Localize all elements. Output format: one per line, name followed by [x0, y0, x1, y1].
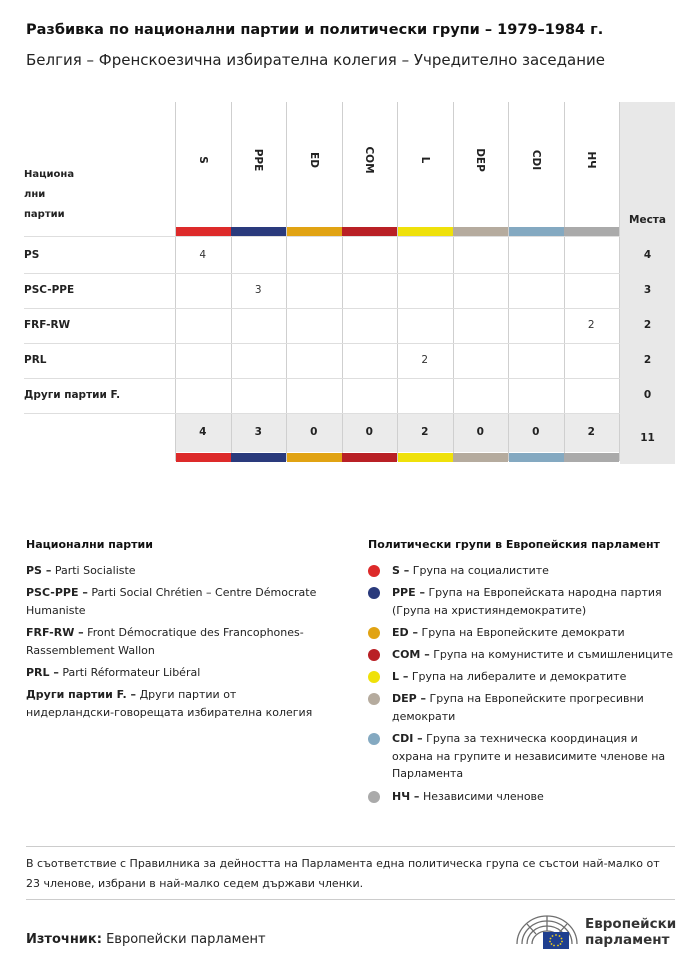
national-parties-title: Национални партии — [26, 538, 153, 551]
table-cell: 2 — [421, 354, 429, 366]
party-legend-item — [26, 624, 326, 659]
group-color-bar — [398, 227, 453, 236]
total-cell: 0 — [365, 426, 373, 438]
group-color-dot — [368, 791, 380, 803]
group-code: ED — [307, 152, 320, 168]
seats-cell: 0 — [643, 389, 652, 401]
group-code: DEP — [474, 148, 487, 172]
group-legend-text — [392, 562, 677, 580]
group-color-bar — [342, 227, 397, 236]
group-name: Независими членове — [422, 790, 544, 803]
row-header-label — [24, 165, 74, 225]
party-code: Други партии F. – — [26, 688, 137, 701]
divider — [26, 899, 675, 900]
group-code: НЧ – — [392, 790, 420, 803]
row-header-line: лни — [24, 189, 46, 200]
party-legend-item — [26, 584, 326, 619]
group-color-dot — [368, 587, 380, 599]
table-cell: 3 — [254, 284, 262, 296]
party-code: PS – — [26, 564, 52, 577]
party-row-label: PSC-PPE — [24, 284, 75, 296]
group-name: Група на социалистите — [412, 564, 549, 577]
group-code: CDI – — [392, 732, 423, 745]
party-code: FRF-RW – — [26, 626, 84, 639]
group-code: COM – — [392, 648, 430, 661]
row-divider — [24, 413, 620, 414]
group-color-bar — [287, 227, 342, 236]
seats-header: Места — [629, 214, 666, 226]
party-row-label: FRF-RW — [24, 319, 71, 331]
group-legend-text — [392, 730, 677, 783]
logo-line: Европейски — [585, 916, 677, 932]
page-subtitle: Белгия – Френскоезична избирателна колегия – Учредително заседание — [26, 51, 606, 69]
seats-cell: 2 — [643, 319, 652, 331]
group-code: НЧ — [585, 151, 598, 169]
group-color-bar — [398, 453, 453, 462]
party-row-label: Други партии F. — [24, 389, 121, 401]
row-header-line: партии — [24, 209, 65, 220]
group-name: Група на либералите и демократите — [411, 670, 627, 683]
column-divider — [619, 102, 620, 461]
party-name: Parti Social Chrétien – Centre Démocrate Humaniste — [26, 586, 317, 617]
group-color-bar — [342, 453, 397, 462]
group-code: L – — [392, 670, 409, 683]
group-color-bar — [176, 227, 231, 236]
footnote: В съответствие с Правилника за дейността на Парламента една политическа група се състои най-малко от 23 членове, избрани в най-малко седем държави членки. — [26, 857, 660, 890]
party-legend-item — [26, 664, 326, 682]
group-code: PPE – — [392, 586, 425, 599]
group-color-bar — [176, 453, 231, 462]
seats-column-bg — [620, 102, 675, 464]
group-header-com — [342, 102, 398, 228]
row-divider — [24, 378, 620, 379]
ep-hemicycle-icon — [513, 910, 583, 950]
party-row-label: PS — [24, 249, 40, 261]
total-cell: 0 — [532, 426, 540, 438]
group-header-dep — [453, 102, 509, 228]
total-cell: 0 — [476, 426, 484, 438]
group-color-dot — [368, 565, 380, 577]
party-code: PSC-PPE – — [26, 586, 88, 599]
group-name: Група на Европейските демократи — [421, 626, 625, 639]
row-header-line: Национа — [24, 169, 75, 180]
party-code: PRL – — [26, 666, 59, 679]
group-header-нч — [564, 102, 620, 228]
seats-cell: 2 — [643, 354, 652, 366]
total-cell: 0 — [310, 426, 318, 438]
row-divider — [24, 308, 620, 309]
party-name: Front Démocratique des Francophones-Rassemblement Wallon — [26, 626, 304, 657]
group-color-bar — [509, 453, 564, 462]
source-value: Европейски парламент — [106, 932, 266, 947]
party-name: Parti Réformateur Libéral — [62, 666, 201, 679]
group-legend-text — [392, 788, 677, 806]
group-color-bar — [287, 453, 342, 462]
group-legend-text — [392, 624, 677, 642]
group-legend-text — [392, 584, 677, 619]
ep-logo-text — [585, 916, 676, 948]
group-code: CDI — [529, 149, 542, 171]
party-name: Други партии от нидерландски-говорещата избирателна колегия — [26, 688, 313, 719]
group-code: COM — [363, 146, 376, 174]
total-cell: 2 — [421, 426, 429, 438]
group-header-l — [397, 102, 453, 228]
source-label: Източник: — [26, 932, 102, 947]
group-color-bar — [231, 453, 286, 462]
table-cell: 2 — [587, 319, 595, 331]
seats-cell: 3 — [643, 284, 652, 296]
group-code: S — [196, 156, 209, 164]
total-cell: 3 — [254, 426, 262, 438]
group-color-bar — [453, 227, 508, 236]
group-code: L — [418, 156, 431, 164]
divider — [26, 846, 675, 847]
ep-logo — [513, 910, 678, 950]
group-code: PPE — [252, 148, 265, 172]
group-code: DEP – — [392, 692, 427, 705]
seats-table — [24, 102, 675, 464]
group-header-cdi — [508, 102, 564, 228]
group-color-bar — [564, 227, 619, 236]
group-color-dot — [368, 649, 380, 661]
party-name: Parti Socialiste — [54, 564, 136, 577]
group-header-s — [175, 102, 231, 228]
group-legend-text — [392, 690, 677, 725]
source-line — [26, 932, 266, 947]
table-cell: 4 — [199, 249, 207, 261]
page-title: Разбивка по национални партии и политически групи – 1979–1984 г. — [26, 22, 604, 38]
total-seats-cell: 11 — [640, 432, 655, 444]
group-color-dot — [368, 671, 380, 683]
group-header-ppe — [231, 102, 287, 228]
row-divider — [24, 343, 620, 344]
group-name: Група на комунистите и съмишлениците — [433, 648, 673, 661]
group-header-ed — [286, 102, 342, 228]
group-code: ED – — [392, 626, 418, 639]
group-name: Група на Европейските прогресивни демократи — [392, 692, 644, 723]
group-color-dot — [368, 733, 380, 745]
group-color-dot — [368, 693, 380, 705]
party-row-label: PRL — [24, 354, 47, 366]
row-divider — [24, 273, 620, 274]
row-divider — [24, 236, 620, 237]
group-name: Група на Европейската народна партия (Група на християндемократите) — [392, 586, 662, 617]
total-cell: 4 — [199, 426, 207, 438]
group-color-bar — [509, 227, 564, 236]
group-color-bar — [564, 453, 619, 462]
group-color-dot — [368, 627, 380, 639]
group-code: S – — [392, 564, 410, 577]
group-name: Група за техническа координация и охрана на групите и независимите членове на Парламента — [392, 732, 666, 780]
party-legend-item — [26, 562, 326, 580]
seats-cell: 4 — [643, 249, 652, 261]
logo-line: парламент — [585, 932, 670, 948]
political-groups-title: Политически групи в Европейския парламент — [368, 538, 660, 551]
party-legend-item — [26, 686, 326, 721]
total-cell: 2 — [587, 426, 595, 438]
group-legend-text — [392, 668, 677, 686]
group-color-bar — [231, 227, 286, 236]
group-legend-text — [392, 646, 677, 664]
group-color-bar — [453, 453, 508, 462]
